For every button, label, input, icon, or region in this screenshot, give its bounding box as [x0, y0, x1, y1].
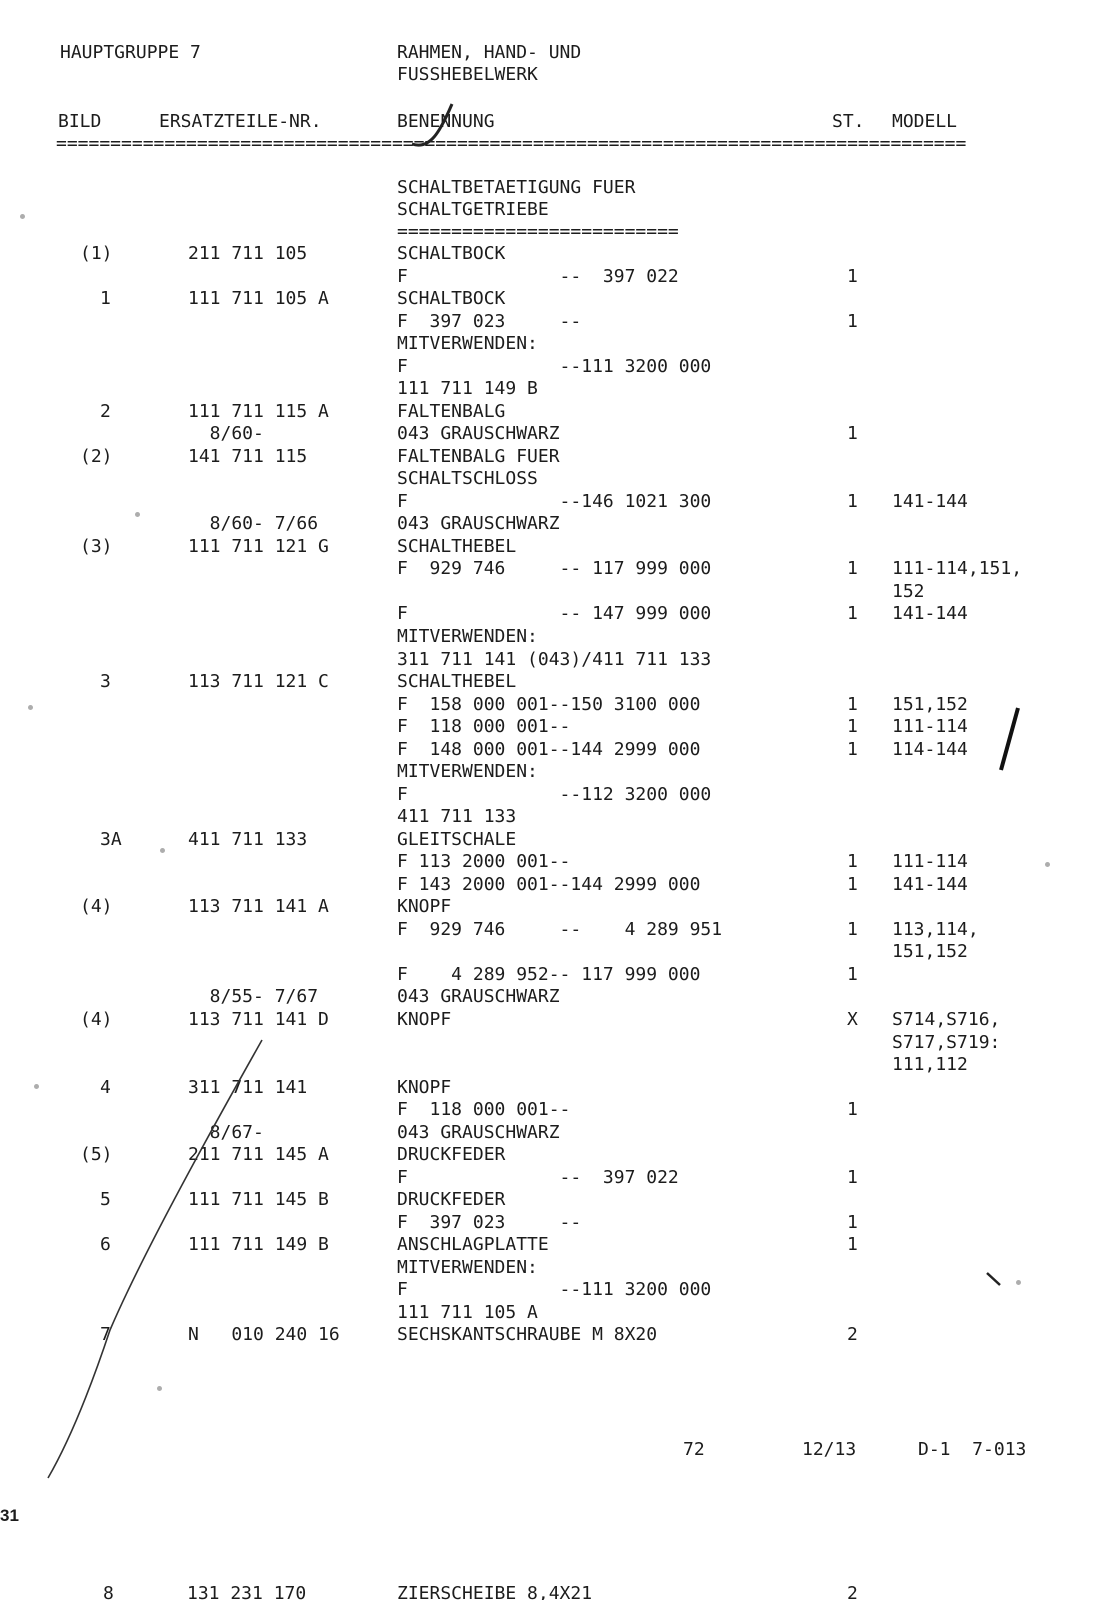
item-number: (3) [80, 536, 113, 557]
description: F 113 2000 001-- [397, 851, 571, 872]
cutoff-description: ZIERSCHEIBE 8,4X21 [397, 1583, 593, 1600]
item-number: 6 [100, 1234, 111, 1255]
model-applicability: 141-144 [892, 603, 968, 624]
item-number: 5 [100, 1189, 111, 1210]
footer-sheet: 12/13 [802, 1439, 857, 1460]
quantity: 1 [847, 964, 858, 985]
section-title-line-1: SCHALTBETAETIGUNG FUER [397, 177, 636, 198]
part-number: 311 711 141 [188, 1077, 308, 1098]
description: FALTENBALG [397, 401, 506, 422]
model-applicability: 114-144 [892, 739, 968, 760]
cutoff-part-number: 131 231 170 [187, 1583, 307, 1600]
quantity: 1 [847, 1234, 858, 1255]
description: F --112 3200 000 [397, 784, 712, 805]
column-header-bild: BILD [58, 111, 102, 132]
model-applicability: 141-144 [892, 874, 968, 895]
quantity: 1 [847, 603, 858, 624]
description: F --111 3200 000 [397, 356, 712, 377]
column-header-quantity: ST. [832, 111, 865, 132]
item-number: (4) [80, 896, 113, 917]
description: SCHALTBOCK [397, 288, 506, 309]
speck [20, 214, 25, 219]
speck [135, 512, 140, 517]
speck [34, 1084, 39, 1089]
quantity: 1 [847, 266, 858, 287]
quantity: 1 [847, 874, 858, 895]
part-number: 113 711 141 D [188, 1009, 329, 1030]
item-number: 3A [100, 829, 122, 850]
part-number: 8/60- 7/66 [188, 513, 319, 534]
description: F 397 023 -- [397, 1212, 582, 1233]
pen-stroke-small [987, 1273, 1000, 1285]
description: 311 711 141 (043)/411 711 133 [397, 649, 712, 670]
item-number: (1) [80, 243, 113, 264]
quantity: 1 [847, 423, 858, 444]
description: KNOPF [397, 1009, 452, 1030]
description: FALTENBALG FUER [397, 446, 560, 467]
quantity: 1 [847, 311, 858, 332]
model-applicability: 151,152 [892, 694, 968, 715]
cutoff-bild: 8 [103, 1583, 114, 1600]
part-number: 8/60- [188, 423, 264, 444]
item-number: (2) [80, 446, 113, 467]
column-header-part-number: ERSATZTEILE-NR. [159, 111, 322, 132]
description: SCHALTSCHLOSS [397, 468, 538, 489]
part-number: 8/67- [188, 1122, 264, 1143]
item-number: (5) [80, 1144, 113, 1165]
description: ANSCHLAGPLATTE [397, 1234, 549, 1255]
quantity: 2 [847, 1324, 858, 1345]
description: F 4 289 952-- 117 999 000 [397, 964, 701, 985]
model-applicability: 111-114 [892, 851, 968, 872]
header-double-rule: ==================================================================================== [56, 133, 967, 154]
quantity: 1 [847, 1167, 858, 1188]
speck [157, 1386, 162, 1391]
description: KNOPF [397, 896, 452, 917]
speck [1045, 862, 1050, 867]
group-title-line-1: RAHMEN, HAND- UND [397, 42, 582, 63]
item-number: 3 [100, 671, 111, 692]
description: SCHALTHEBEL [397, 536, 517, 557]
item-number: (4) [80, 1009, 113, 1030]
description: GLEITSCHALE [397, 829, 517, 850]
pen-stroke-margin [1001, 708, 1018, 770]
model-applicability: 152 [892, 581, 925, 602]
quantity: 1 [847, 694, 858, 715]
column-header-name: BENENNUNG [397, 111, 495, 132]
quantity: 1 [847, 716, 858, 737]
description: DRUCKFEDER [397, 1189, 506, 1210]
section-title-underline: ========================== [397, 221, 679, 242]
model-applicability: 111-114 [892, 716, 968, 737]
description: 043 GRAUSCHWARZ [397, 986, 560, 1007]
model-applicability: 113,114, [892, 919, 979, 940]
part-number: 211 711 145 A [188, 1144, 329, 1165]
description: F -- 147 999 000 [397, 603, 712, 624]
quantity: 1 [847, 1212, 858, 1233]
description: F 929 746 -- 117 999 000 [397, 558, 712, 579]
description: F -- 397 022 [397, 1167, 679, 1188]
section-title-line-2: SCHALTGETRIEBE [397, 199, 549, 220]
part-number: 8/55- 7/67 [188, 986, 319, 1007]
description: SCHALTHEBEL [397, 671, 517, 692]
part-number: 111 711 105 A [188, 288, 329, 309]
part-number: 111 711 115 A [188, 401, 329, 422]
item-number: 7 [100, 1324, 111, 1345]
model-applicability: S717,S719: [892, 1032, 1001, 1053]
footer-code: D-1 7-013 [918, 1439, 1027, 1460]
model-applicability: 111,112 [892, 1054, 968, 1075]
description: F --146 1021 300 [397, 491, 712, 512]
item-number: 2 [100, 401, 111, 422]
description: F 118 000 001-- [397, 716, 571, 737]
description: SCHALTBOCK [397, 243, 506, 264]
description: 043 GRAUSCHWARZ [397, 513, 560, 534]
description: KNOPF [397, 1077, 452, 1098]
description: 411 711 133 [397, 806, 517, 827]
part-number: N 010 240 16 [188, 1324, 340, 1345]
column-header-model: MODELL [892, 111, 958, 132]
quantity: 1 [847, 739, 858, 760]
speck [1016, 1280, 1021, 1285]
part-number: 111 711 149 B [188, 1234, 329, 1255]
part-number: 113 711 121 C [188, 671, 329, 692]
part-number: 211 711 105 [188, 243, 308, 264]
group-title-line-2: FUSSHEBELWERK [397, 64, 538, 85]
description: 111 711 149 B [397, 378, 538, 399]
pen-mark-underline [412, 104, 452, 145]
part-number: 113 711 141 A [188, 896, 329, 917]
description: F 929 746 -- 4 289 951 [397, 919, 723, 940]
footer-page: 72 [683, 1439, 705, 1460]
model-applicability: 151,152 [892, 941, 968, 962]
description: F --111 3200 000 [397, 1279, 712, 1300]
description: MITVERWENDEN: [397, 1257, 538, 1278]
quantity: 1 [847, 851, 858, 872]
part-number: 111 711 145 B [188, 1189, 329, 1210]
quantity: 1 [847, 1099, 858, 1120]
description: SECHSKANTSCHRAUBE M 8X20 [397, 1324, 658, 1345]
item-number: 1 [100, 288, 111, 309]
description: DRUCKFEDER [397, 1144, 506, 1165]
description: F 397 023 -- [397, 311, 582, 332]
pen-stroke-long [48, 1040, 262, 1478]
item-number: 4 [100, 1077, 111, 1098]
speck [28, 705, 33, 710]
model-applicability: S714,S716, [892, 1009, 1001, 1030]
description: F 148 000 001--144 2999 000 [397, 739, 701, 760]
speck [160, 848, 165, 853]
quantity: 1 [847, 558, 858, 579]
description: 043 GRAUSCHWARZ [397, 1122, 560, 1143]
quantity: X [847, 1009, 858, 1030]
quantity: 1 [847, 919, 858, 940]
part-number: 141 711 115 [188, 446, 308, 467]
description: F 118 000 001-- [397, 1099, 571, 1120]
part-number: 411 711 133 [188, 829, 308, 850]
description: MITVERWENDEN: [397, 626, 538, 647]
description: F 158 000 001--150 3100 000 [397, 694, 701, 715]
description: MITVERWENDEN: [397, 333, 538, 354]
model-applicability: 111-114,151, [892, 558, 1023, 579]
description: 043 GRAUSCHWARZ [397, 423, 560, 444]
model-applicability: 141-144 [892, 491, 968, 512]
page-number: 31 [0, 1506, 19, 1525]
description: MITVERWENDEN: [397, 761, 538, 782]
description: 111 711 105 A [397, 1302, 538, 1323]
description: F -- 397 022 [397, 266, 679, 287]
quantity: 1 [847, 491, 858, 512]
description: F 143 2000 001--144 2999 000 [397, 874, 701, 895]
main-group-label: HAUPTGRUPPE 7 [60, 42, 201, 63]
part-number: 111 711 121 G [188, 536, 329, 557]
cutoff-quantity: 2 [847, 1583, 858, 1600]
